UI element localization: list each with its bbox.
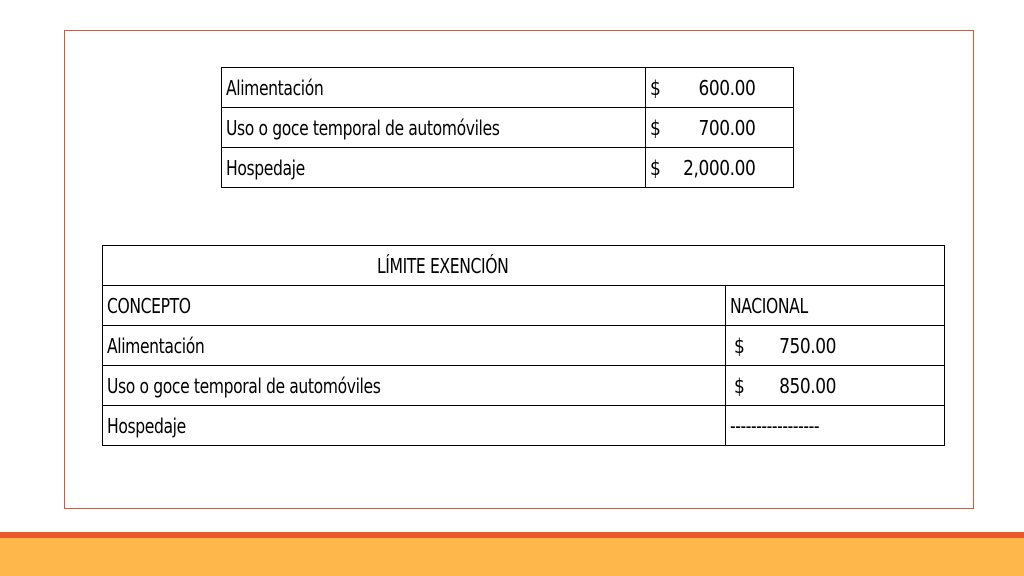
amount-value: 850.00 [778, 373, 836, 398]
concept-cell [103, 326, 726, 366]
amount-value: 600.00 [698, 75, 756, 100]
concept-cell [103, 366, 726, 406]
exemption-limit-table [102, 245, 945, 446]
concept-cell [222, 68, 646, 108]
concept-cell [222, 108, 646, 148]
table-title: LÍMITE EXENCIÓN [377, 253, 509, 278]
currency-symbol: $ [650, 75, 661, 100]
concept-text: Alimentación [226, 75, 324, 100]
amount-value: 700.00 [698, 115, 756, 140]
amount-value: 750.00 [778, 333, 836, 358]
table-title-cell [103, 246, 945, 286]
amount-value: 2,000.00 [683, 155, 756, 180]
concept-cell [103, 406, 726, 446]
concept-cell [222, 148, 646, 188]
table-row [103, 326, 945, 366]
concept-text: Hospedaje [107, 413, 186, 438]
amount-cell [725, 366, 944, 406]
header-concept-cell [103, 286, 726, 326]
concept-text: Hospedaje [226, 155, 305, 180]
table-row [103, 406, 945, 446]
table-row [222, 68, 794, 108]
currency-symbol: $ [650, 155, 661, 180]
concept-text: Uso o goce temporal de automóviles [107, 373, 381, 398]
table-row [103, 366, 945, 406]
expenses-table [221, 67, 794, 188]
header-national: NACIONAL [729, 293, 808, 318]
currency-symbol: $ [733, 373, 745, 398]
table-title-row [103, 246, 945, 286]
concept-text: Uso o goce temporal de automóviles [226, 115, 500, 140]
footer-bar [0, 538, 1024, 576]
empty-value-dashes: ----------------- [729, 413, 819, 438]
header-national-cell [725, 286, 944, 326]
currency-symbol: $ [733, 333, 745, 358]
concept-text: Alimentación [107, 333, 205, 358]
value-cell [725, 406, 944, 446]
table-header-row [103, 286, 945, 326]
amount-cell [725, 326, 944, 366]
header-concept: CONCEPTO [107, 293, 191, 318]
amount-cell [646, 68, 794, 108]
amount-cell [646, 108, 794, 148]
amount-cell [646, 148, 794, 188]
currency-symbol: $ [650, 115, 661, 140]
table-row [222, 108, 794, 148]
table-row [222, 148, 794, 188]
